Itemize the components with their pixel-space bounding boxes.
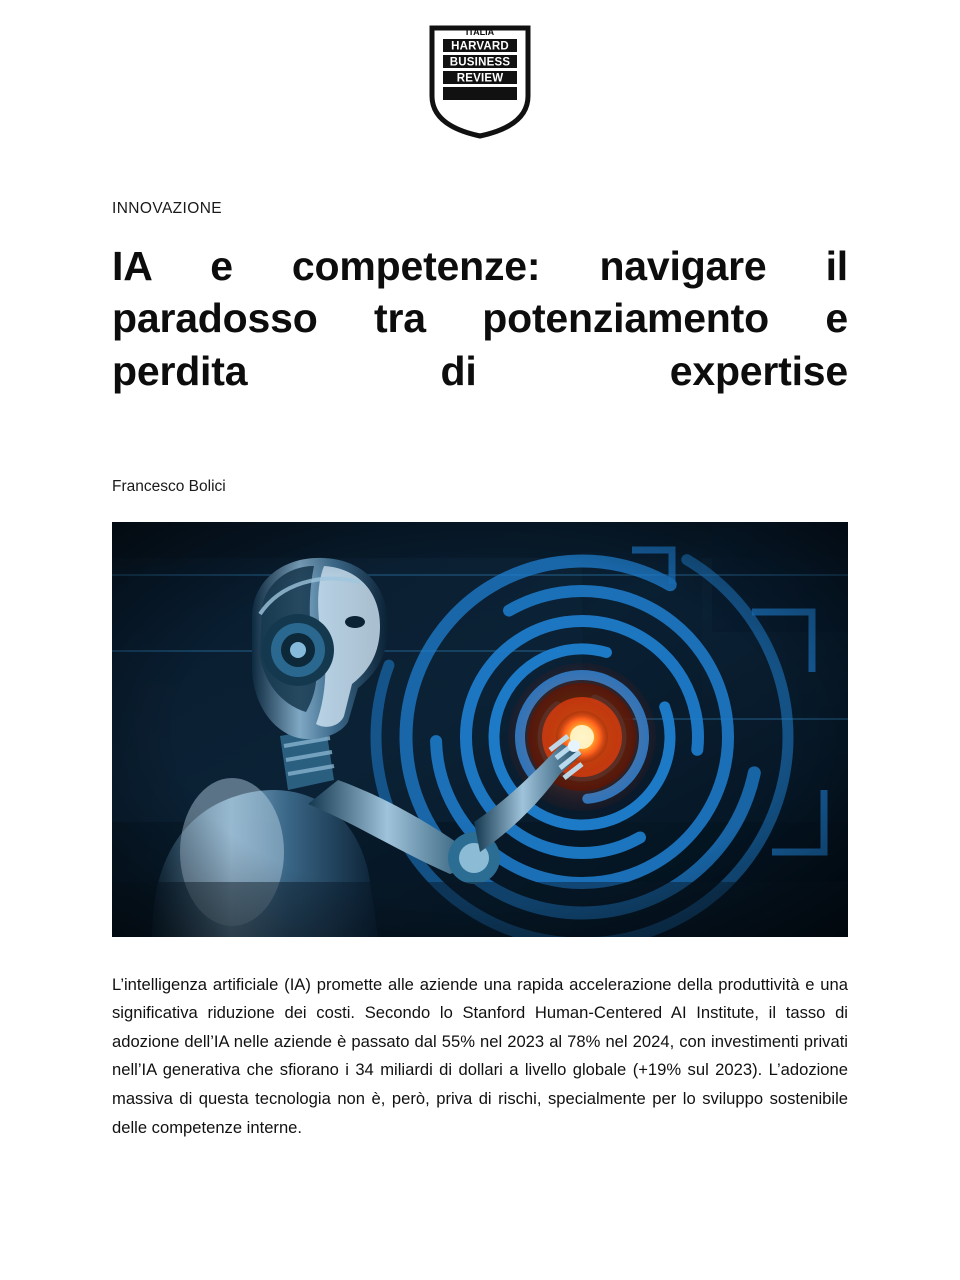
masthead-harvard-text: HARVARD: [451, 40, 509, 53]
masthead-italia-text: ITALIA: [465, 27, 495, 37]
hero-image: [112, 522, 848, 937]
hbr-italia-shield-logo-icon[interactable]: [424, 22, 536, 140]
article-byline: Francesco Bolici: [112, 477, 226, 495]
masthead-review-text: REVIEW: [456, 72, 504, 85]
masthead: [0, 0, 960, 140]
article-body-paragraph-1: L’intelligenza artificiale (IA) promette alle aziende una rapida accelerazione della produttività e una significativa riduzione dei costi. Secondo lo Stanford Human-Centered AI Institute, il tasso di adozione dell’IA nelle aziende è passato dal 55% nel 2023 al 78% nel 2024, con investimenti privati nell’IA generativa che sfiorano i 34 miliardi di dollari a livello globale (+19% sul 2023). L’adozione massiva di questa tecnologia non è, però, priva di rischi, specialmente per lo sviluppo sostenibile delle competenze interne.: [112, 974, 848, 1137]
page-title: IA e competenze: navigare il paradosso tra potenziamento e perdita di expertise: [112, 243, 848, 394]
article-body: [112, 971, 848, 1142]
hero-illustration: [112, 522, 848, 937]
article-kicker: INNOVAZIONE: [112, 200, 223, 217]
article-content: [0, 200, 960, 1142]
masthead-business-text: BUSINESS: [449, 56, 511, 69]
